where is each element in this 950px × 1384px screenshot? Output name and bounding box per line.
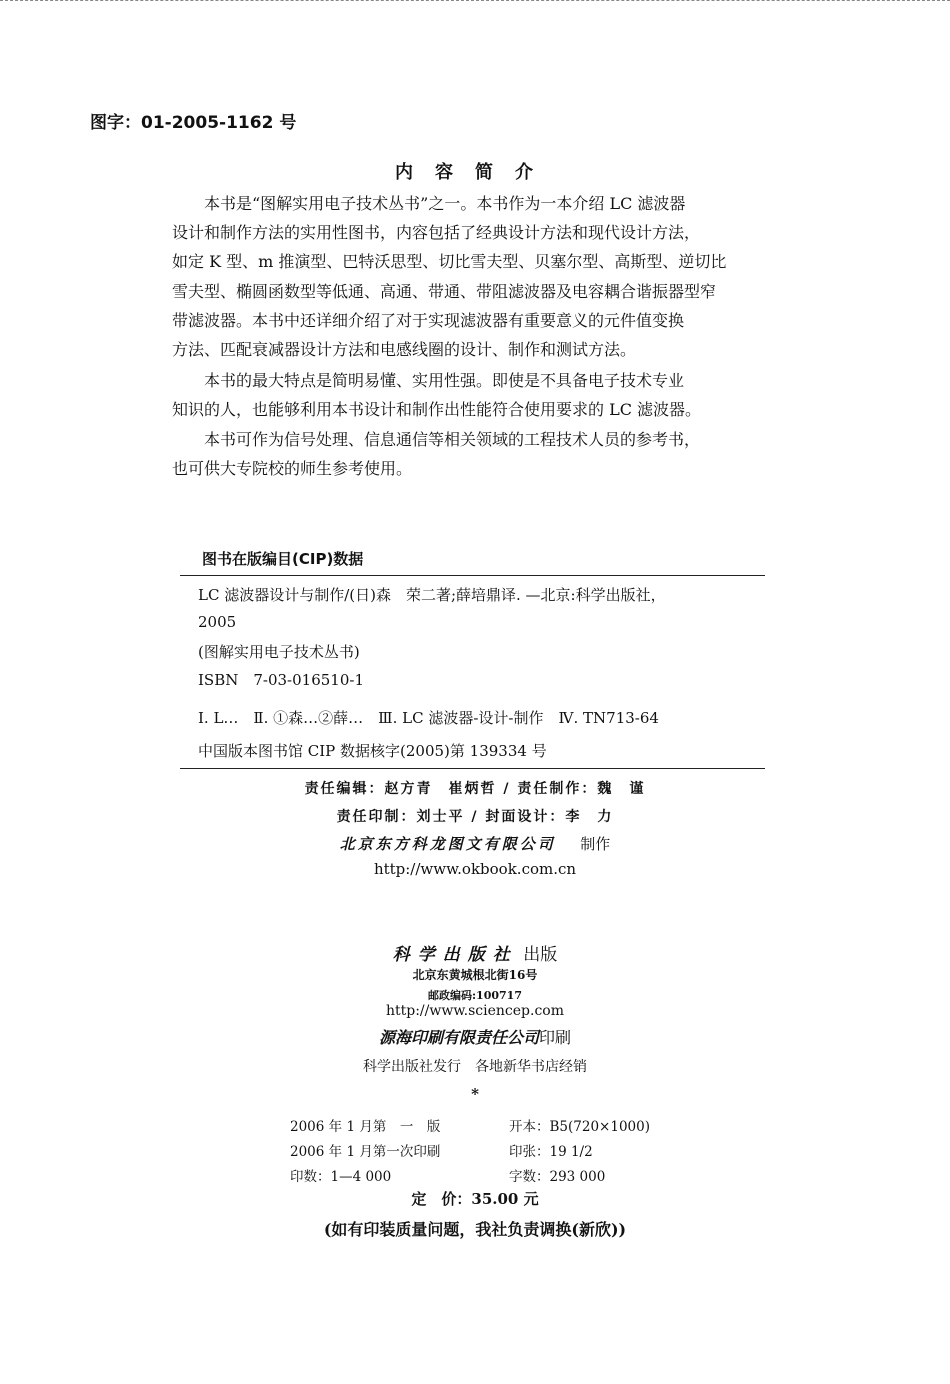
publisher-url: http://www.sciencep.com: [385, 1003, 564, 1019]
producer-url: http://www.okbook.com.cn: [373, 860, 577, 878]
word-count-info: 字数：293 000: [509, 1169, 606, 1185]
text-line: 设计和制作方法的实用性图书，内容包括了经典设计方法和现代设计方法，: [172, 223, 701, 243]
publisher-address: 北京东黄城根北街16号: [412, 968, 538, 982]
price-line: 定 价：35.00 元: [411, 1190, 539, 1208]
cip-year-line: 2005: [198, 613, 237, 631]
publisher-suffix: 出版: [523, 945, 558, 965]
text-line: 本书的最大特点是简明易懂、实用性强。即使是不具备电子技术专业: [172, 371, 685, 390]
text-line: 如定 K 型、m 推演型、巴特沃思型、切比雪夫型、贝塞尔型、高斯型、逆切比: [172, 252, 727, 272]
text-line: 本书可作为信号处理、信息通信等相关领域的工程技术人员的参考书，: [172, 430, 701, 449]
text-line: 知识的人，也能够利用本书设计和制作出性能符合使用要求的 LC 滤波器。: [172, 400, 702, 420]
copyright-permit-number: 图字：01-2005-1162 号: [90, 113, 297, 133]
printer-line: [0, 1025, 950, 1048]
text-line: 带滤波器。本书中还详细介绍了对于实现滤波器有重要意义的元件值变换: [172, 310, 685, 330]
summary-heading: 内容简介: [395, 162, 555, 183]
cip-classification-line: Ⅰ. L… Ⅱ. ①森…②薛… Ⅲ. LC 滤波器-设计-制作 Ⅳ. TN713-64: [198, 709, 659, 727]
summary-paragraph-2: [172, 366, 772, 424]
summary-paragraph-1: [172, 189, 772, 364]
cip-record-number-line: 中国版本图书馆 CIP 数据核字(2005)第 139334 号: [198, 742, 547, 760]
producer-name: 北京东方科龙图文有限公司: [339, 835, 556, 853]
summary-paragraph-3: [172, 425, 772, 483]
text-line: 本书是“图解实用电子技术丛书”之一。本书作为一本介绍 LC 滤波器: [172, 194, 686, 213]
publisher-postcode: 邮政编码:100717: [428, 989, 522, 1002]
cip-bottom-rule: [180, 768, 765, 769]
printer-name: 源海印刷有限责任公司: [378, 1028, 539, 1047]
text-line: 雪夫型、椭圆函数型等低通、高通、带通、带阻滤波器及电容耦合谐振器型窄: [172, 281, 717, 301]
text-line: 也可供大专院校的师生参考使用。: [172, 459, 413, 479]
edition-info: 2006 年 1 月第 一 版: [290, 1119, 441, 1135]
scan-border-line: [0, 0, 950, 2]
production-credit: [0, 833, 950, 854]
quality-notice: (如有印装质量问题，我社负责调换(新欣)): [323, 1220, 627, 1239]
cip-isbn-line: ISBN 7-03-016510-1: [198, 671, 364, 689]
cip-top-rule: [180, 575, 765, 576]
printing-info: 2006 年 1 月第一次印刷: [290, 1144, 441, 1160]
sheets-info: 印张：19 1/2: [509, 1144, 593, 1160]
distribution-line: 科学出版社发行 各地新华书店经销: [363, 1059, 587, 1075]
producer-suffix: 制作: [580, 835, 611, 853]
cip-title-line: LC 滤波器设计与制作/(日)森 荣二著;薛培鼎译. —北京:科学出版社，: [198, 586, 666, 604]
publisher-line: [0, 940, 950, 965]
print-cover-credits: 责任印制：刘士平 / 封面设计：李 力: [336, 809, 614, 825]
separator-asterisk: *: [471, 1085, 479, 1103]
print-run-info: 印数：1—4 000: [290, 1169, 392, 1185]
publisher-name: 科学出版社: [392, 945, 518, 965]
printer-suffix: 印刷: [539, 1028, 572, 1047]
cip-series-line: (图解实用电子技术丛书): [198, 643, 360, 661]
cip-heading: 图书在版编目(CIP)数据: [202, 550, 364, 568]
text-line: 方法、匹配衰减器设计方法和电感线圈的设计、制作和测试方法。: [172, 340, 637, 360]
editor-credits: 责任编辑：赵方青 崔炳哲 / 责任制作：魏 谨: [304, 781, 646, 797]
format-info: 开本：B5(720×1000): [509, 1119, 650, 1135]
